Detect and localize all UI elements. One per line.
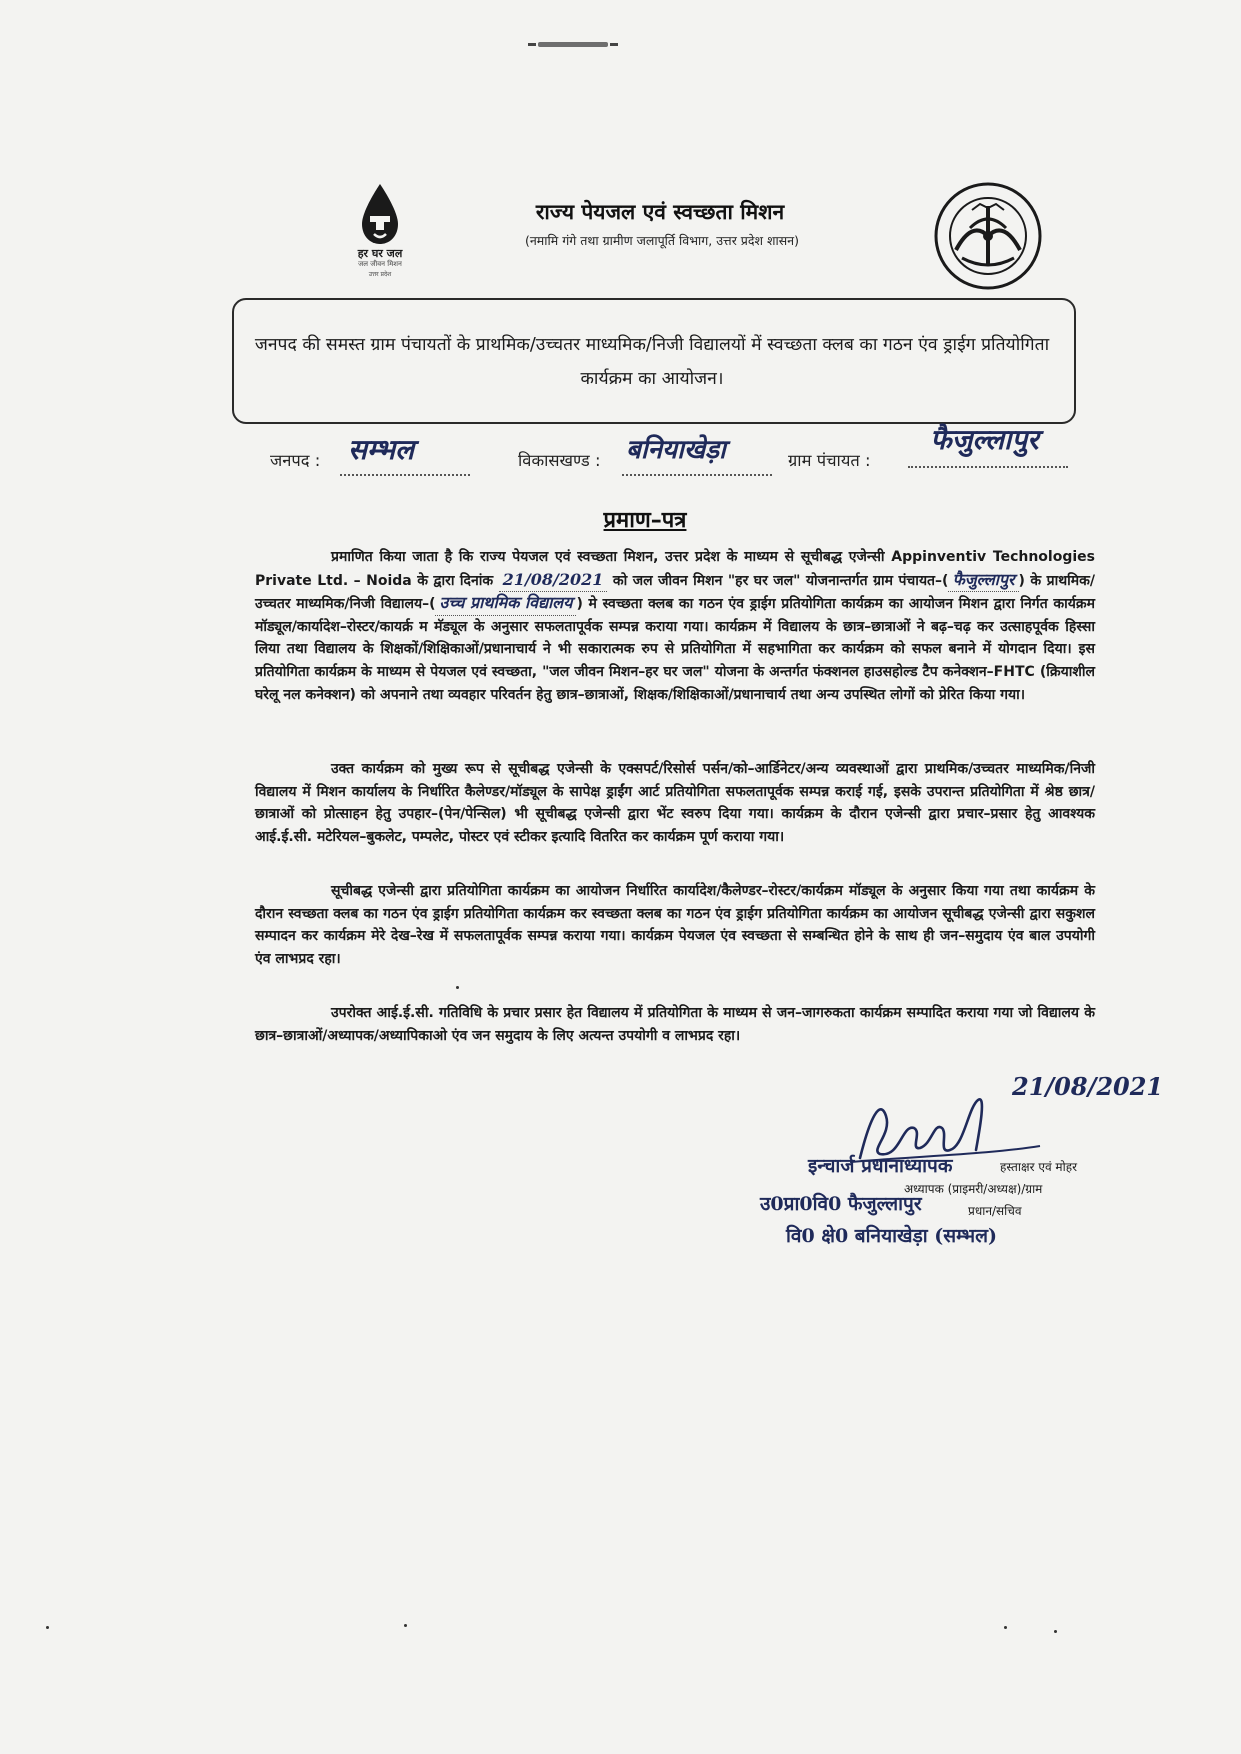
up-government-emblem-icon <box>932 180 1044 292</box>
speck <box>456 986 459 989</box>
stamp-school: उ0प्रा0वि0 फैजुल्लापुर <box>760 1193 922 1215</box>
subject-text: जनपद की समस्त ग्राम पंचायतों के प्राथमिक/उच्चतर माध्यमिक/निजी विद्यालयों में स्वच्छता क्लब का गठन एंव ड्राईग प्रतियोगिता कार्यक्रम का आयोजन। <box>254 335 1050 389</box>
mission-title: राज्य पेयजल एवं स्वच्छता मिशन <box>535 200 785 224</box>
p1-text-c: ) के प्राथमिक/उच्चतर माध्यमिक/निजी विद्यालय–( <box>255 572 1096 613</box>
janpad-value: सम्भल <box>348 433 414 466</box>
body-paragraph-2 <box>255 758 1095 848</box>
p2-text: उक्त कार्यक्रम को मुख्य रूप से सूचीबद्ध एजेन्सी के एक्सपर्ट/रिसोर्स पर्सन/को–आर्डिनेटर/अन्य व्यवस्थाओं द्वारा प्राथमिक/उच्चतर माध्यमिक/निजी विद्यालय में मिशन कार्यालय के निर्धारित कैलेण्डर/मॉड्यूल के सापेक्ष ड्राईंग आर्ट प्रतियोगिता सफलतापूर्वक सम्पन्न कराई गई, इसके उपरान्त प्रतियोगिता में श्रेष्ठ छात्र/छात्राओं को प्रोत्साहन हेतु उपहार–(पेन/पेन्सिल) भी सूचीबद्ध एजेन्सी द्वारा भेंट स्वरुप दिया गया। कार्यक्रम के दौरान एजेन्सी द्वारा प्रचार–प्रसार हेतु आवश्यक आई.ई.सी. मटेरियल–बुकलेट, पम्पलेट, पोस्टर एवं स्टीकर इत्यादि वितरित कर कार्यक्रम पूर्ण कराया गया। <box>255 761 1095 845</box>
body-paragraph-1 <box>255 546 1095 706</box>
p1-text-a: प्रमाणित किया जाता है कि राज्य पेयजल एवं स्वच्छता मिशन, उत्तर प्रदेश के माध्यम से सूचीबद्ध एजेन्सी Appinventiv Technologies Private Ltd. – Noida के द्वारा दिनांक <box>255 549 1095 589</box>
janpad-label: जनपद : <box>270 451 321 470</box>
p4-text: उपरोक्त आई.ई.सी. गतिविधि के प्रचार प्रसार हेत विद्यालय में प्रतियोगिता के माध्यम से जन–जागरुकता कार्यक्रम सम्पादित कराया गया जो विद्यालय के छात्र–छात्राओं/अध्यापक/अध्यापिकाओ एंव जन समुदाय के लिए अत्यन्त उपयोगी व लाभप्रद रहा। <box>255 1005 1095 1044</box>
logo-text-jal-jeevan: जल जीवन मिशन <box>358 260 402 268</box>
gram-panchayat-value: फैजुल्लापुर <box>930 423 1039 456</box>
speck <box>1004 1626 1007 1629</box>
logo-text-har-ghar-jal: हर घर जल <box>357 247 403 260</box>
printed-sign-label: हस्ताक्षर एवं मोहर <box>1000 1160 1078 1174</box>
stamp-block: वि0 क्षे0 बनियाखेड़ा (सम्भल) <box>786 1225 998 1247</box>
gram-panchayat-label: ग्राम पंचायत : <box>788 451 871 470</box>
p1-text-d: ) मे स्वच्छता क्लब का गठन एंव ड्राईग प्रतियोगिता कार्यक्रम का आयोजन मिशन द्वारा निर्गत कार्यक्रम मॉड्यूल/कार्यादेश–रोस्टर/कायर्क्र म मॅड्यूल के अनुसार सफलतापूर्वक सम्पन्न कराया गया। कार्यक्रम में विद्यालय के छात्र–छात्राओं ने बढ़–चढ़ कर उत्साहपूर्वक हिस्सा लिया तथा विद्यालय के शिक्षकों/शिक्षिकाओं/प्रधानाचार्य ने भी सकारात्मक रुप से प्रतियोगिता में सहभागिता कर कार्यक्रम को सफल बनाने में योगदान दिया। इस प्रतियोगिता कार्यक्रम के माध्यम से पेयजल एवं स्वच्छता, "जल जीवन मिशन–हर घर जल" योजना के अन्तर्गत फंक्शनल हाउसहोल्ड टैप कनेक्शन–FHTC (क्रियाशील घरेलू नल कनेक्शन) को अपनाने तथा व्यवहार परिवर्तन हेतु छात्र–छात्राओं, शिक्षक/शिक्षिकाओं/प्रधानाचार्य तथा अन्य उपस्थित लोगों को प्रेरित किया गया। <box>255 596 1095 703</box>
stamp-designation: इन्चार्ज प्रधानाध्यापक <box>808 1155 953 1177</box>
program-date-value: 21/08/2021 <box>499 569 608 593</box>
p3-text: सूचीबद्ध एजेन्सी द्वारा प्रतियोगिता कार्यक्रम का आयोजन निर्धारित कार्यादेश/कैलेण्डर–रोस्टर/कार्यक्रम मॉड्यूल के अनुसार किया गया तथा कार्यक्रम के दौरान स्वच्छता क्लब का गठन एंव ड्राईग प्रतियोगिता कार्यक्रम कर स्वच्छता क्लब का गठन एंव ड्राईग प्रतियोगिता कार्यक्रम का आयोजन सूचीबद्ध एजेन्सी द्वारा सकुशल सम्पादन कर कार्यक्रम मेरे देख–रेख में सफलतापूर्वक सम्पन्न कराया गया। कार्यक्रम पेयजल एंव स्वच्छता से सम्बन्धित होने के साथ ही जन–समुदाय एंव बाल उपयोगी एंव लाभप्रद रहा। <box>255 883 1095 967</box>
body-paragraph-4 <box>255 1002 1095 1047</box>
speck <box>46 1626 49 1629</box>
school-name-value: उच्च प्राथमिक विद्यालय <box>435 592 576 616</box>
staple-mark <box>538 42 608 47</box>
vikaskhand-value: बनियाखेड़ा <box>626 435 726 465</box>
body-paragraph-3 <box>255 880 1095 970</box>
printed-pradhan-label: प्रधान/सचिव <box>968 1204 1022 1218</box>
gram-panchayat-dotline <box>908 466 1068 468</box>
janpad-dotline <box>340 474 470 476</box>
certificate-heading: प्रमाण–पत्र <box>603 508 687 533</box>
vikaskhand-dotline <box>622 474 772 476</box>
printed-teacher-label: अध्यापक (प्राइमरी/अध्यक्ष)/ग्राम <box>904 1182 1043 1196</box>
logo-text-state: उत्तर प्रदेश <box>368 271 392 278</box>
mission-subtitle: (नमामि गंगे तथा ग्रामीण जलापूर्ति विभाग, उत्तर प्रदेश शासन) <box>524 233 799 248</box>
speck <box>1054 1630 1057 1633</box>
signature-date-value: 21/08/2021 <box>1012 1072 1164 1101</box>
p1-text-b: को जल जीवन मिशन "हर घर जल" योजनान्तर्गत ग्राम पंचायत–( <box>612 572 949 589</box>
vikaskhand-label: विकासखण्ड : <box>518 451 601 470</box>
p1-gram-panchayat-value: फैजुल्लापुर <box>948 569 1018 593</box>
speck <box>404 1624 407 1627</box>
